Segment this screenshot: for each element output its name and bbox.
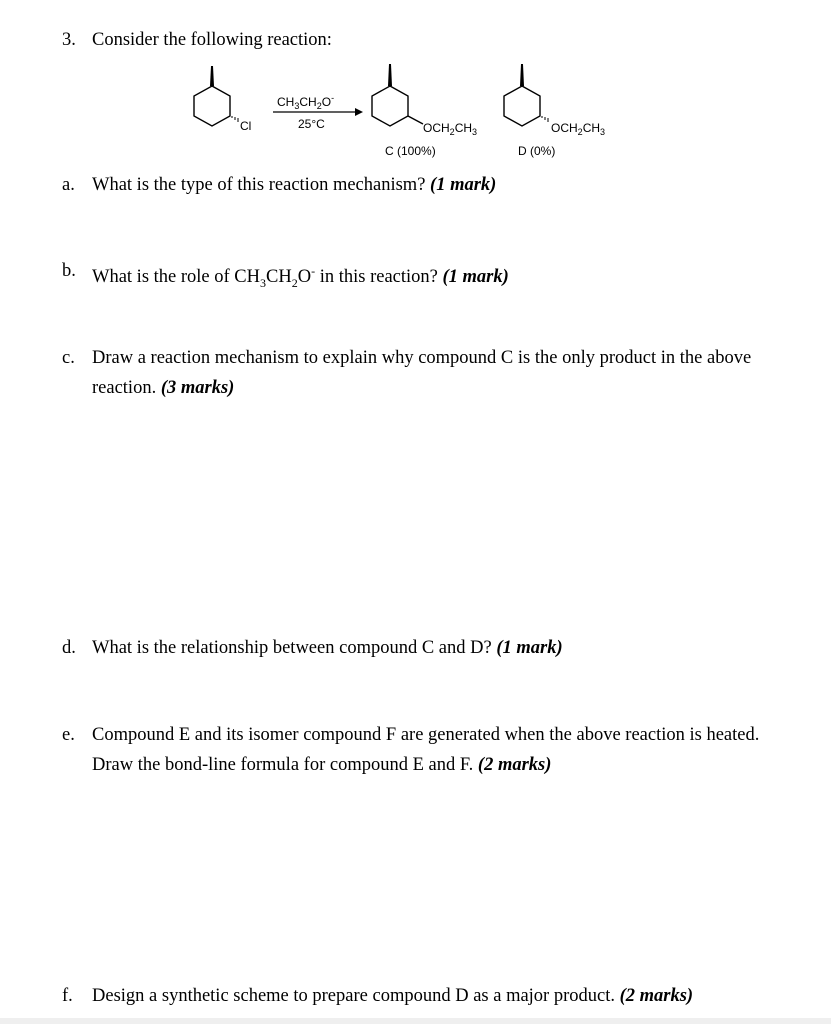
question-number: 3.: [62, 30, 76, 50]
part-a-marks: (1 mark): [430, 175, 497, 195]
part-c-marks: (3 marks): [160, 378, 235, 398]
product-c-substituent: $OCH_2CH_3$: [423, 121, 478, 137]
part-d-label: d.: [62, 638, 76, 658]
question-text: Consider the following reaction:: [92, 30, 332, 50]
part-b-text: What is the role of $CH_3CH_2O^-$ in this reaction? (1 mark): [92, 264, 509, 290]
part-f-text: Design a synthetic scheme to prepare compound D as a major product.: [92, 986, 615, 1006]
reaction-scheme: [185, 58, 635, 168]
part-c-text: Draw a reaction mechanism to explain why compound C is the only product in the above reaction.: [92, 348, 752, 398]
product-d-molecule: [504, 64, 548, 126]
page-bottom-edge: [0, 1018, 831, 1024]
leaving-group-label: Cl: [240, 119, 252, 133]
reactant-molecule: [194, 66, 238, 126]
part-e-label: e.: [62, 725, 75, 745]
part-e-marks: (2 marks): [477, 755, 552, 775]
part-b-label: b.: [62, 261, 76, 281]
part-a-label: a.: [62, 175, 75, 195]
product-c-label: C (100%): [385, 144, 436, 158]
product-d-substituent: $OCH_2CH_3$: [551, 121, 606, 137]
part-c-label: c.: [62, 348, 75, 368]
part-f-marks: (2 marks): [619, 986, 694, 1006]
reagent-label: $CH_3CH_2O^-$: [277, 93, 335, 111]
conditions-label: 25°C: [298, 117, 325, 131]
product-d-label: D (0%): [518, 144, 556, 158]
product-c-molecule: [372, 64, 423, 126]
part-b-marks: (1 mark): [442, 267, 509, 288]
part-d-text: What is the relationship between compound C and D?: [92, 638, 492, 658]
part-d-marks: (1 mark): [496, 638, 563, 658]
part-e-text: Compound E and its isomer compound F are generated when the above reaction is heated. Draw the bond-line formula for compound E and F.: [92, 725, 760, 775]
part-a-text: What is the type of this reaction mechanism?: [92, 175, 426, 195]
part-f-label: f.: [62, 986, 73, 1006]
